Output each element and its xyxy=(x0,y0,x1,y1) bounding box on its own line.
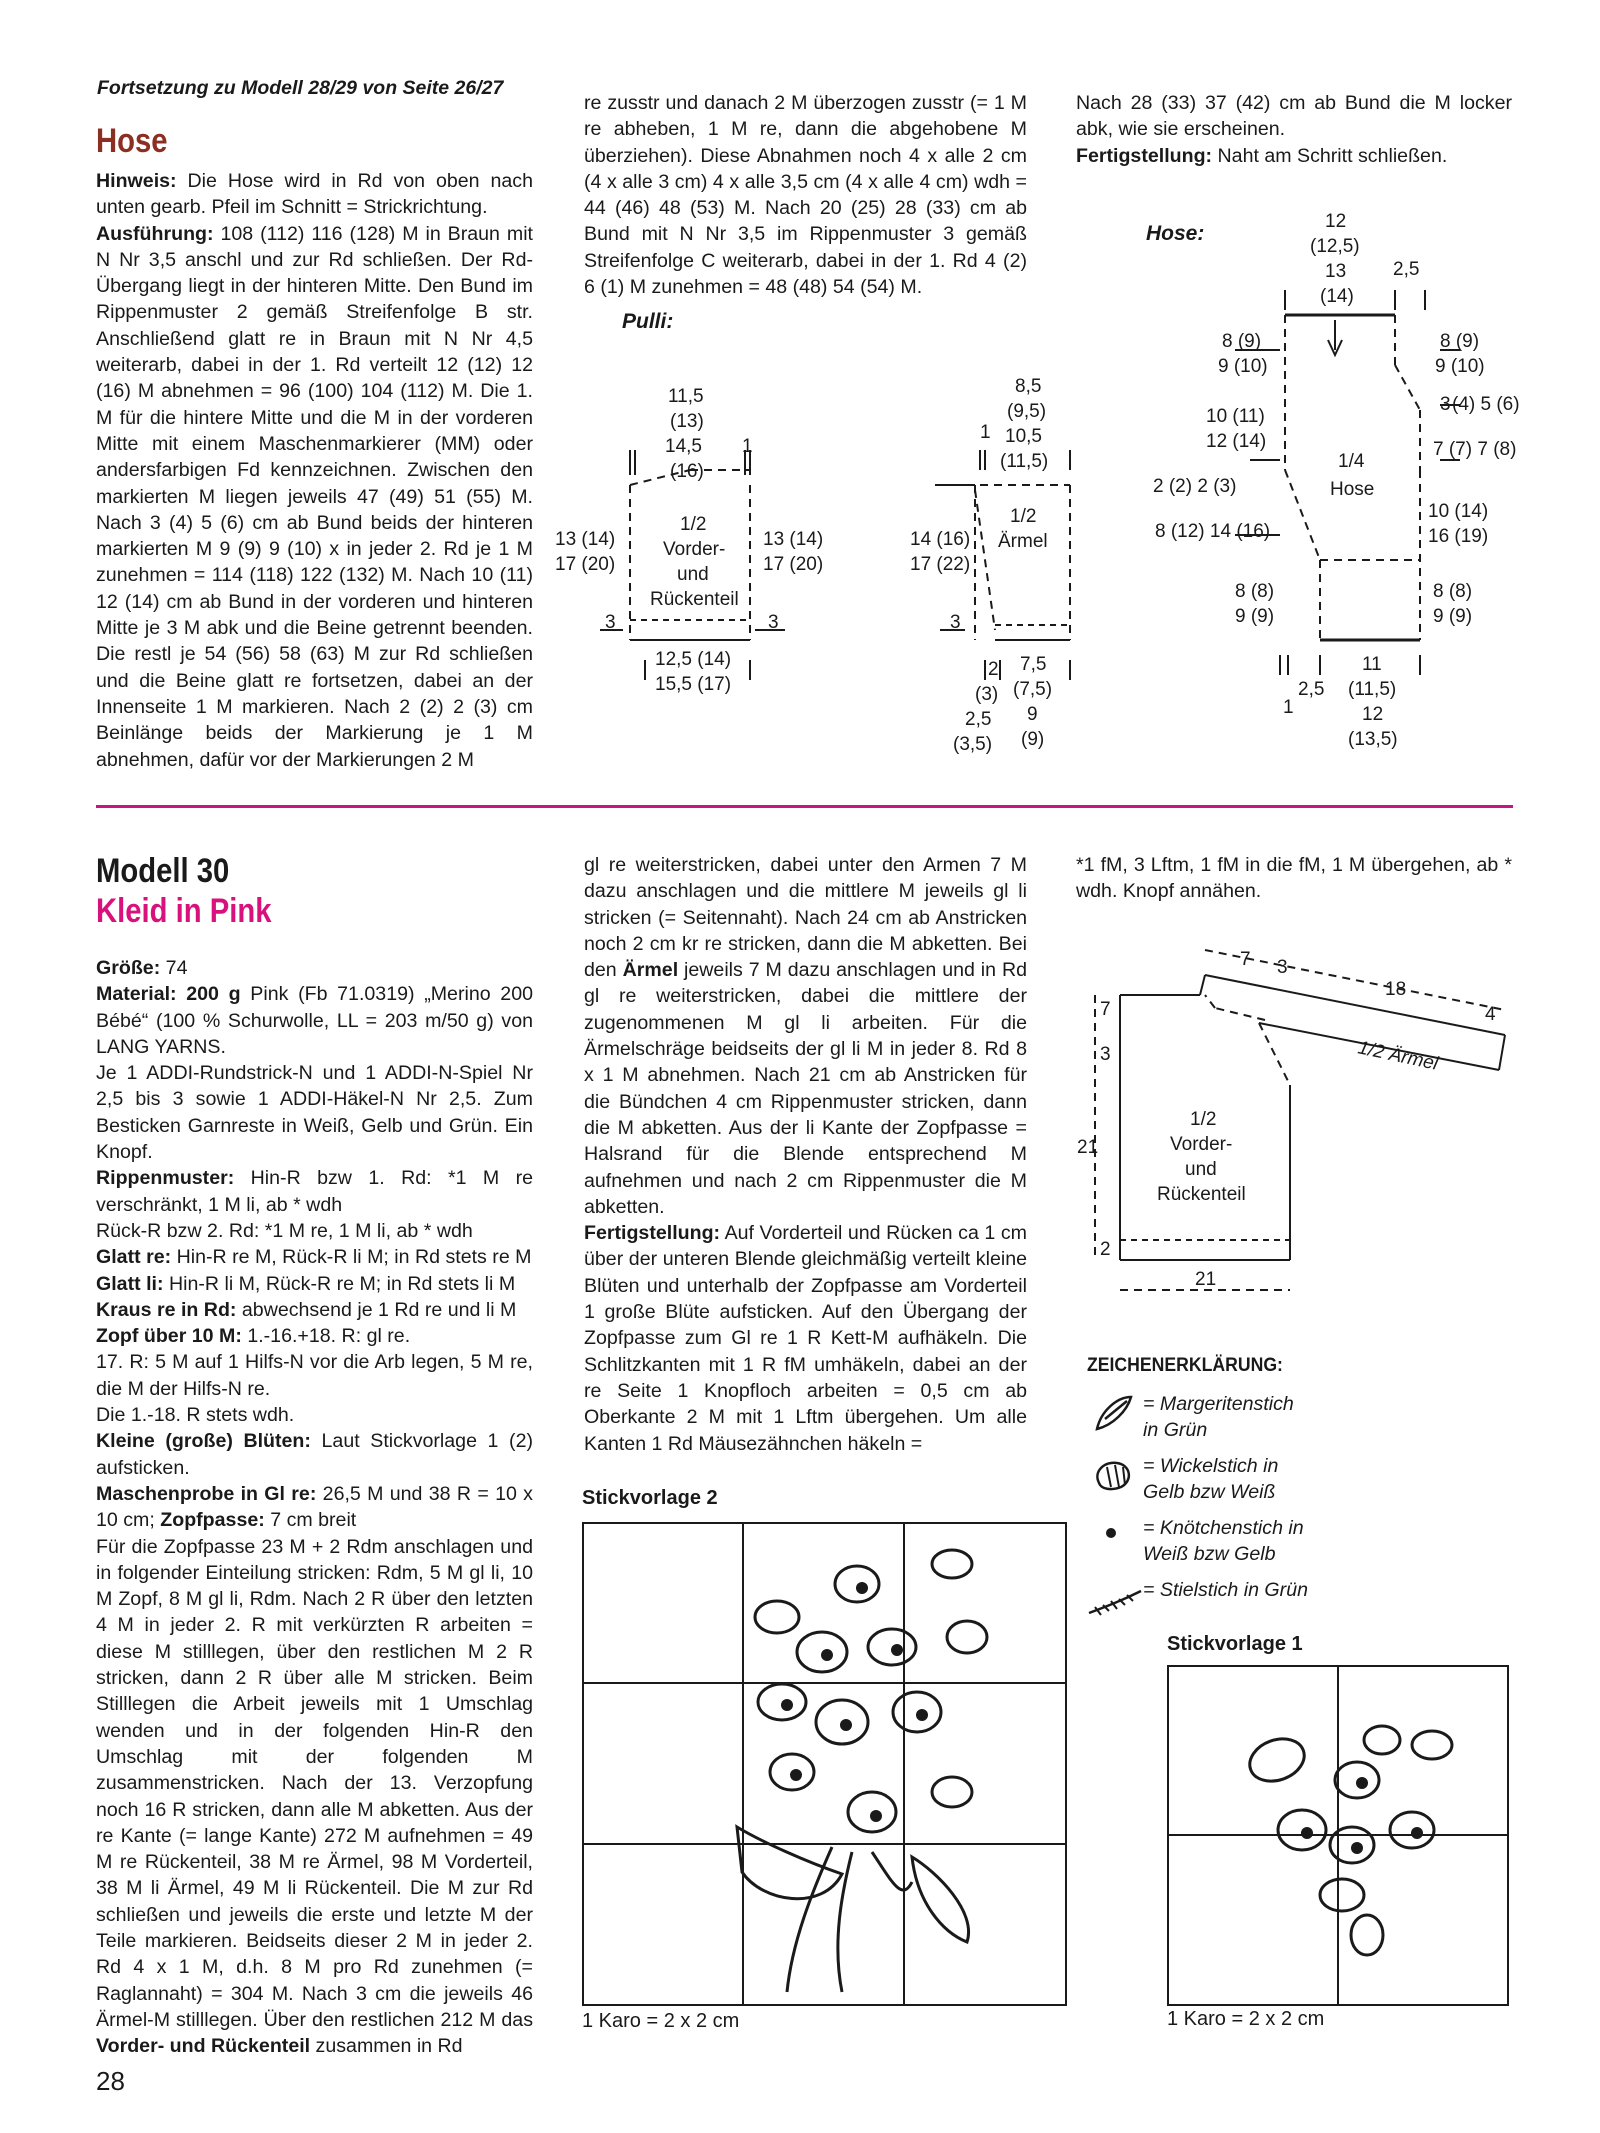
legend-item-knoetchen: = Knötchenstich in Weiß bzw Gelb xyxy=(1087,1515,1507,1577)
hose-bottom-f: (13,5) xyxy=(1348,729,1398,750)
kleid-top-d: 4 xyxy=(1485,1004,1496,1025)
pulli-width-c: 14,5 xyxy=(665,436,702,457)
legend-item-margerite: = Margeritenstich in Grün xyxy=(1087,1391,1507,1453)
hose-right-e: 7 (7) 7 (8) xyxy=(1433,439,1517,460)
sleeve-bottom-a1: 2 xyxy=(988,659,999,680)
kleid-top-b: 3 xyxy=(1277,957,1288,978)
hose-top-a: 12 xyxy=(1325,211,1347,232)
hose-left-f: 8 (12) 14 (16) xyxy=(1155,521,1271,542)
hose-top-b: (12,5) xyxy=(1310,236,1360,257)
hose-left-b: 9 (10) xyxy=(1218,356,1268,377)
pulli-schematic xyxy=(555,370,1115,770)
hose-diagram-label: Hose: xyxy=(1146,222,1205,245)
page-number: 28 xyxy=(96,2066,125,2096)
hose-column-2: re zusstr und danach 2 M überzogen zusstr (= 1 M re abheben, 1 M re, dann die abgehobene M überziehen). Diese Abnahmen noch 4 x alle 2 cm (4 x alle 3 cm) 4 x alle 3,5 cm (4 x alle 4 cm) wdh = 44 (46) 48 (53) M. Nach 20 (25) 28 (33) cm ab Bund mit N Nr 3,5 im Rippenmuster 3 gemäß Streifenfolge C weiterarb, dabei in der 1. Rd 4 (2) 6 (1) M zunehmen = 48 (48) 54 (54) M. xyxy=(584,92,1027,299)
hose-schematic xyxy=(1150,205,1530,765)
stickvorlage-2-title: Stickvorlage 2 xyxy=(582,1487,718,1509)
kleid-schematic xyxy=(1065,935,1525,1315)
hose-bottom-a: 1 xyxy=(1283,697,1294,718)
modell30-column-3: *1 fM, 3 Lftm, 1 fM in die fM, 1 M übergehen, ab * wdh. Knopf annähen. xyxy=(1076,854,1512,903)
pulli-label: Pulli: xyxy=(622,310,674,333)
kleid-sleeve-label: 1/2 Ärmel xyxy=(1355,1037,1440,1075)
section-heading-hose: Hose xyxy=(96,122,168,160)
hose-left-a: 8 (9) xyxy=(1222,331,1262,352)
sleeve-height-b: 17 (22) xyxy=(910,554,971,575)
hose-top-d: (14) xyxy=(1320,286,1354,307)
stickvorlage-2-caption: 1 Karo = 2 x 2 cm xyxy=(582,2010,740,2032)
sleeve-bottom-a4: (3,5) xyxy=(953,734,993,755)
pulli-body-label-b: Vorder- xyxy=(663,539,726,560)
stickvorlage-1-grid xyxy=(1167,1665,1509,2006)
hose-top-right: 2,5 xyxy=(1393,259,1420,280)
hose-right-g: 16 (19) xyxy=(1428,526,1489,547)
lazy-daisy-stitch-icon xyxy=(1087,1391,1143,1435)
hose-right-h: 8 (8) xyxy=(1433,581,1473,602)
model-title: Kleid in Pink xyxy=(96,892,272,930)
stickvorlage-1-caption: 1 Karo = 2 x 2 cm xyxy=(1167,2008,1325,2030)
hose-center-b: Hose xyxy=(1330,479,1375,500)
hose-left-d: 12 (14) xyxy=(1206,431,1267,452)
hose-left-h: 9 (9) xyxy=(1235,606,1275,627)
sleeve-bottom-b1: 7,5 xyxy=(1020,654,1047,675)
sleeve-height-a: 14 (16) xyxy=(910,529,971,550)
kleid-body-c: und xyxy=(1185,1159,1217,1180)
kleid-bottom: 21 xyxy=(1195,1269,1217,1290)
pulli-height-right-b: 17 (20) xyxy=(763,554,824,575)
hose-left-g: 8 (8) xyxy=(1235,581,1275,602)
legend-title: ZEICHENERKLÄRUNG: xyxy=(1087,1354,1283,1376)
sleeve-label-b: Ärmel xyxy=(998,531,1048,552)
section-divider xyxy=(96,805,1513,808)
hose-column-3: Nach 28 (33) 37 (42) cm ab Bund die M locker abk, wie sie erscheinen. Fertigstellung: Naht am Schritt schließen. xyxy=(1076,92,1512,167)
sleeve-bottom-b2: (7,5) xyxy=(1013,679,1053,700)
kleid-left-c: 21 xyxy=(1077,1137,1099,1158)
sleeve-top-a: 8,5 xyxy=(1015,376,1042,397)
hose-column-1: Hinweis: Die Hose wird in Rd von oben nach unten gearb. Pfeil im Schnitt = Strickrichtung. Ausführung: 108 (112) 116 (128) M in Braun mit N Nr 3,5 anschl und zur Rd schließen. Der Rd-Übergang liegt in der hinteren Mitte. Den Bund im Rippenmuster 2 gemäß Streifenfolge B str. Anschließend glatt re in Braun mit N Nr 4,5 weiterarb, dabei in der 1. Rd verteilt 12 (12) 12 (16) M abnehmen = 96 (100) 104 (112) M. Die 1. M für die hintere Mitte und die M in der vorderen Mitte mit einem Maschenmarkierer (MM) oder andersfarbigen Fd kennzeichnen. Zwischen den markierten M liegen jeweils 47 (49) 51 (55) M. Nach 3 (4) 5 (6) cm ab Bund beids der hinteren markierten M 9 (9) 9 (10) x in jeder 2. Rd je 1 M zunehmen = 114 (118) 122 (132) M. Nach 10 (11) 12 (14) cm ab Bund in der vorderen und hinteren Mitte je 3 M abk und die Beine getrennt beenden. Die restl je 54 (56) 58 (63) M zur Rd schließen und die Beine glatt re fortsetzen, dabei an der Innenseite 1 M markieren. Nach 2 (2) 2 (3) cm Beinlänge beids der Markierung je 1 M abnehmen, dafür vor der Markierungen 2 M xyxy=(96,170,533,771)
hose-left-c: 10 (11) xyxy=(1206,406,1265,427)
sleeve-bottom-b3: 9 xyxy=(1027,704,1038,725)
sleeve-bottom-a3: 2,5 xyxy=(965,709,992,730)
pulli-body-label-d: Rückenteil xyxy=(650,589,739,610)
model-number: Modell 30 xyxy=(96,852,230,890)
modell30-column-1: Größe: 74 Material: 200 g Pink (Fb 71.0319) „Merino 200 Bébé“ (100 % Schurwolle, LL = 203 m/50 g) von LANG YARNS. Je 1 ADDI-Rundstrick-N und 1 ADDI-N-Spiel Nr 2,5 bis 3 sowie 1 ADDI-Häkel-N Nr 2,5. Zum Besticken Garnreste in Weiß, Gelb und Grün. Ein Knopf. Rippenmuster: Hin-R bzw 1. Rd: *1 M re verschränkt, 1 M li, ab * wdh Rück-R bzw 2. Rd: *1 M re, 1 M li, ab * wdh Glatt re: Hin-R re M, Rück-R li M; in Rd stets re M Glatt li: Hin-R li M, Rück-R re M; in Rd stets li M Kraus re in Rd: abwechsend je 1 Rd re und li M Zopf über 10 M: 1.-16.+18. R: gl re. 17. R: 5 M auf 1 Hilfs-N vor die Arb legen, 5 M re, die M der Hilfs-N re. Die 1.-18. R stets wdh. Kleine (große) Blüten: Laut Stickvorlage 1 (2) aufsticken. Maschenprobe in Gl re: 26,5 M und 38 R = 10 x 10 cm; Zopfpasse: 7 cm breit Für die Zopfpasse 23 M + 2 Rdm anschlagen und in folgender Einteilung stricken: Rdm, 5 M gl li, 10 M Zopf, 8 M gl li, Rdm. Nach 2 R über den letzten 4 M in jeder 2. R mit verkürzten R arbeiten = diese M stilllegen, über den restlichen M 2 R stricken, dann 2 R über alle M stricken. Beim Stilllegen die Arbeit jeweils mit 1 Umschlag wenden und in der folgenden Hin-R den Umschlag mit der folgenden M zusammenstricken. Nach der 13. Verzopfung noch 16 R stricken, dann alle M abketten. Aus der re Kante (= lange Kante) 272 M aufnehmen = 49 M re Rückenteil, 38 M re Ärmel, 98 M Vorderteil, 38 M li Ärmel, 49 M li Rückenteil. Die M zur Rd schließen und jeweils die erste und letzte M der Teile markieren. Beidseits dieser 2 M in jeder 2. Rd 4 x 1 M, d.h. 8 M pro Rd zunehmen (= Raglannaht) = 304 M. Nach 3 cm die jeweils 46 Ärmel-M stilllegen. Über den restlichen 212 M das Vorder- und Rückenteil zusammen in Rd xyxy=(96,957,533,2058)
small-flower-motif xyxy=(1244,1726,1452,1955)
sleeve-label-a: 1/2 xyxy=(1010,506,1037,527)
modell30-column-2: gl re weiterstricken, dabei unter den Armen 7 M dazu anschlagen und die mittlere M jeweils gl li stricken (= Seitennaht). Nach 24 cm ab Anstricken noch 2 cm kr re stricken, dann die M abketten. Bei den Ärmel jeweils 7 M dazu anschlagen und in Rd gl re weiterstricken, dabei die mittlere der zugenommenen M gl li arbeiten. Für die Ärmelschräge beidseits der gl li M in jeder 8. Rd 8 x 1 M abnehmen. Nach 21 cm ab Anstricken für die Bündchen 4 cm Rippenmuster stricken, dann die M abketten. Aus der li Kante der Zopfpasse = Halsrand für die Blende entsprechend M aufnehmen und nach 2 cm Rippenmuster die M abketten. Fertigstellung: Auf Vorderteil und Rücken ca 1 cm über der unteren Blende gleichmäßig verteilt kleine Blüten und unterhalb der Zopfpasse am Vorderteil 1 große Blüte aufsticken. Auf den Übergang der Zopfpasse zum Gl re 1 R Kett-M aufhäkeln. Die Schlitzkanten mit 1 R fM umhäkeln, dabei an der re Seite 1 Knopfloch arbeiten = 0,5 cm ab Oberkante 2 M mit 1 Lftm übergehen. Um alle Kanten 1 Rd Mäusezähnchen häkeln = xyxy=(584,854,1027,1455)
sleeve-rib: 3 xyxy=(950,612,961,633)
pulli-height-b: 17 (20) xyxy=(555,554,616,575)
pulli-width-d: (16) xyxy=(670,461,704,482)
sleeve-bottom-a2: (3) xyxy=(975,684,999,705)
sleeve-top-small: 1 xyxy=(980,422,991,443)
pulli-body-label-c: und xyxy=(677,564,709,585)
hose-bottom-b: 2,5 xyxy=(1298,679,1325,700)
kleid-body-b: Vorder- xyxy=(1170,1134,1233,1155)
hose-top-c: 13 xyxy=(1325,261,1347,282)
kleid-body-d: Rückenteil xyxy=(1157,1184,1246,1205)
hose-right-d: (4) 5 (6) xyxy=(1452,394,1520,415)
kleid-top-a: 7 xyxy=(1240,949,1251,970)
sleeve-top-d: (11,5) xyxy=(1000,451,1049,472)
pulli-shoulder: 1 xyxy=(742,436,753,457)
stickvorlage-2-grid xyxy=(582,1522,1067,2006)
pulli-height-a: 13 (14) xyxy=(555,529,616,550)
hose-bottom-e: 12 xyxy=(1362,704,1384,725)
pulli-body-label-a: 1/2 xyxy=(680,514,707,535)
legend-item-wickel: = Wickelstich in Gelb bzw Weiß xyxy=(1087,1453,1507,1515)
pulli-bottom-a: 12,5 (14) xyxy=(655,649,732,670)
hose-right-a: 8 (9) xyxy=(1440,331,1480,352)
hose-right-f: 10 (14) xyxy=(1428,501,1489,522)
hose-bottom-d: (11,5) xyxy=(1348,679,1397,700)
hose-right-i: 9 (9) xyxy=(1433,606,1473,627)
hose-right-b: 9 (10) xyxy=(1435,356,1485,377)
french-knot-icon xyxy=(1087,1515,1143,1559)
bullion-stitch-icon xyxy=(1087,1453,1143,1497)
sleeve-bottom-b4: (9) xyxy=(1021,729,1045,750)
kleid-left-d: 2 xyxy=(1100,1239,1111,1260)
pulli-width-b: (13) xyxy=(670,411,704,432)
sleeve-top-c: 10,5 xyxy=(1005,426,1042,447)
stem-stitch-icon xyxy=(1087,1577,1143,1621)
pulli-height-right-a: 13 (14) xyxy=(763,529,824,550)
kleid-top-c: 18 xyxy=(1385,979,1407,1000)
pulli-rib-right: 3 xyxy=(768,612,779,633)
pulli-width-a: 11,5 xyxy=(668,386,704,407)
kleid-left-a: 7 xyxy=(1100,999,1111,1020)
hose-right-c: 3 xyxy=(1440,394,1451,415)
hose-left-e: 2 (2) 2 (3) xyxy=(1153,476,1237,497)
hose-bottom-c: 11 xyxy=(1362,654,1382,675)
hose-center-a: 1/4 xyxy=(1338,451,1365,472)
sleeve-top-b: (9,5) xyxy=(1007,401,1047,422)
legend xyxy=(1087,1354,1507,1639)
pulli-rib-left: 3 xyxy=(605,612,616,633)
pulli-bottom-b: 15,5 (17) xyxy=(655,674,732,695)
legend-item-stiel: = Stielstich in Grün xyxy=(1087,1577,1507,1639)
running-head: Fortsetzung zu Modell 28/29 von Seite 26/27 xyxy=(97,77,504,99)
stickvorlage-1-title: Stickvorlage 1 xyxy=(1167,1633,1303,1655)
kleid-left-b: 3 xyxy=(1100,1044,1111,1065)
kleid-body-a: 1/2 xyxy=(1190,1109,1217,1130)
large-flower-motif xyxy=(737,1550,987,1992)
